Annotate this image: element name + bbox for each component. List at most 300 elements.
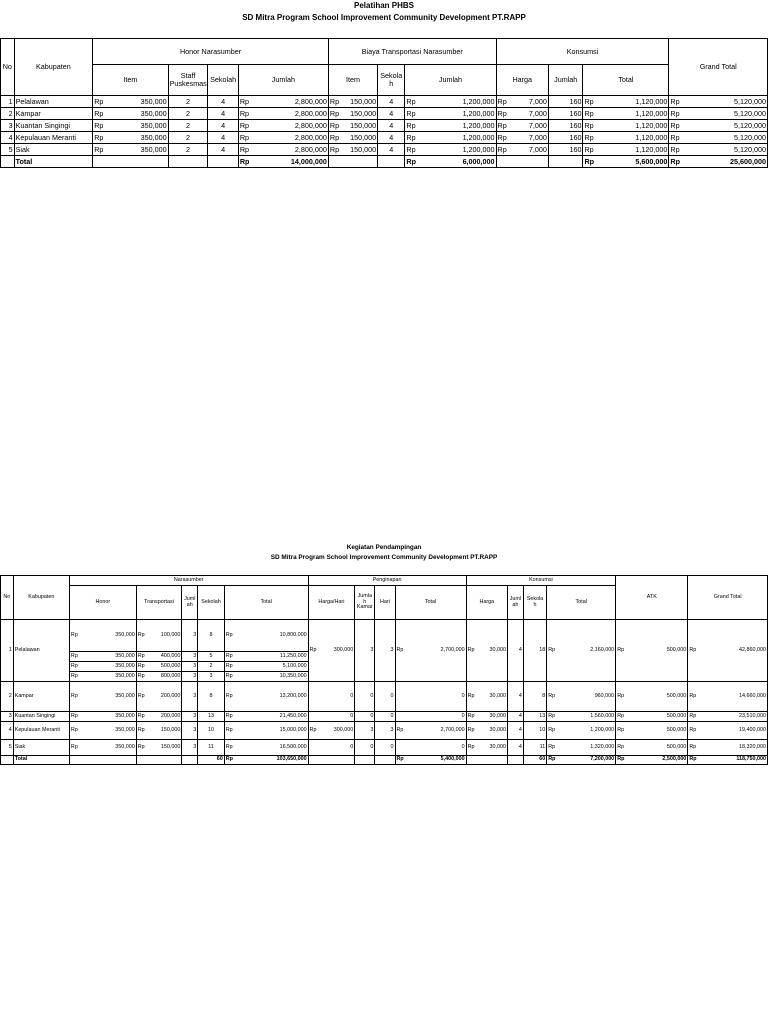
cell-value: 2,500,000 <box>662 756 687 763</box>
penginapan-hari: 0 <box>375 712 395 722</box>
currency-symbol: Rp <box>584 156 595 166</box>
narasumber-total <box>224 620 308 652</box>
row-no: 2 <box>1 108 15 120</box>
row-kabupaten: Kuantan Singingi <box>13 712 69 722</box>
currency-symbol: Rp <box>137 726 145 733</box>
currency-symbol: Rp <box>225 712 233 719</box>
staff-puskesmas: 2 <box>168 132 208 144</box>
col2-harga: Harga <box>466 586 507 620</box>
cell-value: 960,000 <box>594 692 615 699</box>
currency-symbol: Rp <box>406 132 416 142</box>
empty-cell <box>168 156 208 168</box>
cell-value: 30,000 <box>489 726 506 733</box>
row-no: 4 <box>1 132 15 144</box>
cell-value: 5,120,000 <box>734 132 766 142</box>
cell-value: 100,000 <box>160 631 181 638</box>
honor-jumlah <box>238 120 328 132</box>
sekolah: 8 <box>198 620 225 652</box>
transportasi <box>136 672 182 682</box>
transport-item <box>328 120 377 132</box>
transport-item <box>328 108 377 120</box>
currency-symbol: Rp <box>670 132 680 142</box>
currency-symbol: Rp <box>689 743 697 750</box>
jumlah: 3 <box>182 652 198 662</box>
cell-value: 14,660,000 <box>739 692 766 699</box>
grand-total <box>688 682 768 712</box>
currency-symbol: Rp <box>225 662 233 669</box>
konsumsi-harga <box>496 144 548 156</box>
col-transport-item: Item <box>328 65 377 96</box>
cell-value: 1,120,000 <box>635 108 668 118</box>
currency-symbol: Rp <box>239 108 250 118</box>
atk <box>616 620 688 682</box>
currency-symbol: Rp <box>70 672 78 679</box>
narasumber-total <box>224 712 308 722</box>
honor <box>69 672 136 682</box>
transportasi <box>136 722 182 740</box>
cell-value: 103,650,000 <box>276 756 307 763</box>
sheet1-title: Pelatihan PHBS <box>353 1 414 10</box>
currency-symbol: Rp <box>617 756 625 763</box>
penginapan-harga-hari <box>308 620 355 682</box>
empty-cell <box>69 756 136 765</box>
grand-total <box>669 132 768 144</box>
sekolah: 8 <box>198 682 225 712</box>
row-kabupaten: Kampar <box>14 108 93 120</box>
currency-symbol: Rp <box>70 712 78 719</box>
cell-value: 14,000,000 <box>290 156 327 166</box>
cell-value: 500,000 <box>666 743 687 750</box>
konsumsi-sekolah: 10 <box>523 722 546 740</box>
transport-sekolah: 4 <box>378 132 405 144</box>
sekolah: 11 <box>198 740 225 756</box>
row-no: 1 <box>1 620 14 682</box>
konsumsi-jumlah: 160 <box>548 96 583 108</box>
cell-value: 1,200,000 <box>590 726 615 733</box>
honor <box>69 682 136 712</box>
col2-grand-total: Grand Total <box>688 576 768 620</box>
cell-value: 118,750,000 <box>736 756 766 763</box>
transport-sekolah: 4 <box>378 120 405 132</box>
cell-value: 2,800,000 <box>294 144 327 154</box>
currency-symbol: Rp <box>467 726 475 733</box>
atk <box>616 712 688 722</box>
konsumsi-total <box>547 740 616 756</box>
transport-item <box>328 144 377 156</box>
cell-value: 300,000 <box>333 726 354 733</box>
cell-value: 7,000 <box>528 132 547 142</box>
col2-no: No <box>1 576 14 620</box>
cell-value: 150,000 <box>350 108 377 118</box>
total-label: Total <box>14 156 93 168</box>
honor <box>69 712 136 722</box>
konsumsi-total <box>547 722 616 740</box>
col2-hari: Hari <box>375 586 395 620</box>
col-staff-puskesmas: Staff Puskesmas <box>168 65 208 96</box>
konsumsi-harga <box>496 96 548 108</box>
grand-total <box>669 120 768 132</box>
currency-symbol: Rp <box>548 712 556 719</box>
narasumber-total <box>224 682 308 712</box>
currency-symbol: Rp <box>70 726 78 733</box>
currency-symbol: Rp <box>406 108 416 118</box>
grand-total <box>688 740 768 756</box>
currency-symbol: Rp <box>396 646 404 653</box>
penginapan-harga-hari <box>308 722 355 740</box>
currency-symbol: Rp <box>584 144 594 154</box>
currency-symbol: Rp <box>94 132 104 142</box>
atk <box>616 722 688 740</box>
group-konsumsi2: Konsumsi <box>466 576 616 586</box>
currency-symbol: Rp <box>396 726 404 733</box>
cell-value: 6,000,000 <box>462 156 495 166</box>
narasumber-total <box>224 652 308 662</box>
currency-symbol: Rp <box>225 692 233 699</box>
cell-value: 350,000 <box>140 144 167 154</box>
konsumsi-total <box>547 712 616 722</box>
currency-symbol: Rp <box>70 652 78 659</box>
empty-cell <box>355 756 375 765</box>
currency-symbol: Rp <box>497 120 507 130</box>
empty-cell <box>496 156 548 168</box>
cell-value: 30,000 <box>489 743 506 750</box>
honor-jumlah <box>238 132 328 144</box>
honor <box>69 662 136 672</box>
cell-value: 300,000 <box>333 646 354 653</box>
cell-value: 350,000 <box>115 743 135 750</box>
total-label: Total <box>13 756 69 765</box>
honor-item <box>93 96 168 108</box>
currency-symbol: Rp <box>689 712 697 719</box>
currency-symbol: Rp <box>670 156 680 166</box>
table-row <box>1 682 768 712</box>
currency-symbol: Rp <box>329 132 340 142</box>
cell-value: 7,000 <box>528 96 547 106</box>
currency-symbol: Rp <box>689 692 697 699</box>
konsumsi-jumlah: 160 <box>548 132 583 144</box>
penginapan-harga-hari: 0 <box>308 740 355 756</box>
row-no: 2 <box>1 682 14 712</box>
staff-puskesmas: 2 <box>168 96 208 108</box>
row-kabupaten: Pelalawan <box>14 96 93 108</box>
cell-value: 15,000,000 <box>279 726 307 733</box>
narasumber-total <box>224 722 308 740</box>
col2-konsumsi-sekolah: Sekola h <box>523 586 546 620</box>
penginapan-hari: 0 <box>375 682 395 712</box>
cell-value: 5,100,000 <box>282 662 307 669</box>
cell-value: 350,000 <box>140 108 167 118</box>
currency-symbol: Rp <box>670 144 680 154</box>
currency-symbol: Rp <box>497 144 507 154</box>
honor <box>69 620 136 652</box>
total-atk <box>616 756 688 765</box>
cell-value: 30,000 <box>489 692 506 699</box>
currency-symbol: Rp <box>225 631 233 638</box>
sekolah: 4 <box>208 96 238 108</box>
currency-symbol: Rp <box>617 726 625 733</box>
konsumsi-jumlah: 160 <box>548 108 583 120</box>
cell-value: 7,200,000 <box>590 756 615 763</box>
honor-jumlah <box>238 144 328 156</box>
cell-value: 500,000 <box>666 646 687 653</box>
col2-atk: ATK <box>616 576 688 620</box>
col2-konsumsi-total: Total <box>547 586 616 620</box>
currency-symbol: Rp <box>406 96 416 106</box>
transport-sekolah: 4 <box>378 144 405 156</box>
honor-item <box>93 132 168 144</box>
konsumsi-harga <box>496 108 548 120</box>
staff-puskesmas: 2 <box>168 144 208 156</box>
currency-symbol: Rp <box>467 743 475 750</box>
cell-value: 2,800,000 <box>294 108 327 118</box>
currency-symbol: Rp <box>137 712 145 719</box>
currency-symbol: Rp <box>94 108 104 118</box>
currency-symbol: Rp <box>137 692 145 699</box>
sekolah: 10 <box>198 722 225 740</box>
konsumsi-harga <box>466 620 507 682</box>
col-konsumsi-jumlah: Jumlah <box>548 65 583 96</box>
col2-kabupaten: Kabupaten <box>13 576 69 620</box>
group-narasumber: Narasumber <box>69 576 308 586</box>
col2-harga-hari: Harga/Hari <box>308 586 355 620</box>
col2-total: Total <box>224 586 308 620</box>
empty-cell <box>466 756 507 765</box>
col2-honor: Honor <box>69 586 136 620</box>
empty-cell <box>1 756 14 765</box>
currency-symbol: Rp <box>239 132 250 142</box>
total-sekolah: 60 <box>198 756 225 765</box>
cell-value: 1,320,000 <box>590 743 615 750</box>
cell-value: 7,000 <box>528 120 547 130</box>
col-transport-sekolah: Sekola h <box>378 65 405 96</box>
cell-value: 2,700,000 <box>440 726 465 733</box>
honor <box>69 722 136 740</box>
cell-value: 1,120,000 <box>635 132 668 142</box>
col2-konsumsi-jumlah: Juml ah <box>507 586 523 620</box>
empty-cell <box>182 756 198 765</box>
row-kabupaten: Siak <box>14 144 93 156</box>
row-kabupaten: Pelalawan <box>13 620 69 682</box>
currency-symbol: Rp <box>94 96 104 106</box>
row-kabupaten: Kuantan Singingi <box>14 120 93 132</box>
sekolah: 4 <box>208 108 238 120</box>
col-item: Item <box>93 65 168 96</box>
honor <box>69 652 136 662</box>
konsumsi-sekolah: 13 <box>523 712 546 722</box>
jumlah: 3 <box>182 740 198 756</box>
group-honor-narasumber: Honor Narasumber <box>93 39 329 65</box>
empty-cell <box>1 156 15 168</box>
cell-value: 10,350,000 <box>279 672 307 679</box>
total-row <box>1 756 768 765</box>
currency-symbol: Rp <box>406 120 416 130</box>
sekolah: 13 <box>198 712 225 722</box>
penginapan-jumlah-kamar: 3 <box>355 722 375 740</box>
sheet2-title: Kegiatan Pendampingan <box>346 544 422 551</box>
cell-value: 1,200,000 <box>462 96 495 106</box>
currency-symbol: Rp <box>406 144 416 154</box>
currency-symbol: Rp <box>329 96 340 106</box>
col2-jumlah-kamar: Jumla h Kamar <box>355 586 375 620</box>
transportasi <box>136 662 182 672</box>
penginapan-total: 0 <box>395 712 466 722</box>
honor-item <box>93 144 168 156</box>
transport-jumlah <box>405 108 496 120</box>
staff-puskesmas: 2 <box>168 120 208 132</box>
cell-value: 18,320,000 <box>739 743 766 750</box>
penginapan-jumlah-kamar: 0 <box>355 712 375 722</box>
cell-value: 16,500,000 <box>279 743 307 750</box>
currency-symbol: Rp <box>329 120 340 130</box>
currency-symbol: Rp <box>548 743 556 750</box>
currency-symbol: Rp <box>239 120 250 130</box>
penginapan-total <box>395 722 466 740</box>
cell-value: 30,000 <box>489 712 506 719</box>
currency-symbol: Rp <box>406 156 416 166</box>
empty-cell <box>136 756 182 765</box>
currency-symbol: Rp <box>329 144 340 154</box>
total-row <box>1 156 768 168</box>
row-no: 3 <box>1 120 15 132</box>
cell-value: 800,000 <box>160 672 181 679</box>
jumlah: 3 <box>182 722 198 740</box>
transportasi <box>136 682 182 712</box>
cell-value: 5,600,000 <box>635 156 668 166</box>
cell-value: 10,800,000 <box>279 631 307 638</box>
konsumsi-total <box>583 144 669 156</box>
cell-value: 1,120,000 <box>635 96 668 106</box>
cell-value: 1,200,000 <box>462 132 495 142</box>
currency-symbol: Rp <box>70 631 78 638</box>
transportasi <box>136 740 182 756</box>
transport-jumlah <box>405 120 496 132</box>
cell-value: 25,600,000 <box>730 156 766 166</box>
col-konsumsi-total: Total <box>583 65 669 96</box>
transport-jumlah <box>405 96 496 108</box>
empty-cell <box>375 756 395 765</box>
sekolah: 4 <box>208 132 238 144</box>
konsumsi-total <box>547 620 616 682</box>
cell-value: 1,200,000 <box>462 108 495 118</box>
col-transport-jumlah: Jumlah <box>405 65 496 96</box>
currency-symbol: Rp <box>70 692 78 699</box>
currency-symbol: Rp <box>137 672 145 679</box>
cell-value: 150,000 <box>350 120 377 130</box>
grand-total <box>688 712 768 722</box>
total-konsumsi <box>547 756 616 765</box>
cell-value: 5,120,000 <box>734 96 766 106</box>
konsumsi-jumlah: 4 <box>507 740 523 756</box>
cell-value: 11,250,000 <box>279 652 307 659</box>
cell-value: 1,120,000 <box>635 120 668 130</box>
currency-symbol: Rp <box>309 646 317 653</box>
konsumsi-total <box>583 120 669 132</box>
cell-value: 350,000 <box>115 631 135 638</box>
total-narasumber <box>224 756 308 765</box>
currency-symbol: Rp <box>225 756 233 763</box>
atk <box>616 682 688 712</box>
currency-symbol: Rp <box>239 156 250 166</box>
narasumber-total <box>224 740 308 756</box>
empty-cell <box>208 156 238 168</box>
currency-symbol: Rp <box>137 631 145 638</box>
currency-symbol: Rp <box>225 652 233 659</box>
sheet1-subtitle: SD Mitra Program School Improvement Community Development PT.RAPP <box>242 13 526 22</box>
cell-value: 2,700,000 <box>440 646 465 653</box>
cell-value: 5,120,000 <box>734 144 766 154</box>
konsumsi-total <box>583 108 669 120</box>
cell-value: 500,000 <box>666 726 687 733</box>
table-row <box>1 120 768 132</box>
cell-value: 7,000 <box>528 108 547 118</box>
empty-cell <box>93 156 168 168</box>
cell-value: 350,000 <box>115 652 135 659</box>
cell-value: 5,400,000 <box>440 756 465 763</box>
row-kabupaten: Siak <box>13 740 69 756</box>
cell-value: 30,000 <box>489 646 506 653</box>
currency-symbol: Rp <box>617 646 625 653</box>
currency-symbol: Rp <box>70 743 78 750</box>
table-row <box>1 108 768 120</box>
cell-value: 23,510,000 <box>739 712 766 719</box>
row-no: 5 <box>1 740 14 756</box>
transportasi <box>136 652 182 662</box>
grand-total <box>669 96 768 108</box>
col2-sekolah: Sekolah <box>198 586 225 620</box>
honor-jumlah <box>238 108 328 120</box>
sekolah: 2 <box>198 662 225 672</box>
sekolah: 3 <box>198 672 225 682</box>
konsumsi-jumlah: 160 <box>548 144 583 156</box>
currency-symbol: Rp <box>396 756 404 763</box>
currency-symbol: Rp <box>329 108 340 118</box>
total-konsumsi-sekolah: 60 <box>523 756 546 765</box>
cell-value: 7,000 <box>528 144 547 154</box>
konsumsi-jumlah: 4 <box>507 722 523 740</box>
konsumsi-total <box>547 682 616 712</box>
currency-symbol: Rp <box>467 646 475 653</box>
penginapan-total: 0 <box>395 682 466 712</box>
currency-symbol: Rp <box>239 96 250 106</box>
sekolah: 5 <box>198 652 225 662</box>
col2-penginapan-total: Total <box>395 586 466 620</box>
penginapan-harga-hari: 0 <box>308 682 355 712</box>
empty-cell <box>507 756 523 765</box>
total-grand <box>669 156 768 168</box>
cell-value: 350,000 <box>115 662 135 669</box>
table-row <box>1 740 768 756</box>
penginapan-total <box>395 620 466 682</box>
row-kabupaten: Kepulauan Meranti <box>13 722 69 740</box>
cell-value: 350,000 <box>115 712 135 719</box>
col-kabupaten: Kabupaten <box>14 39 93 96</box>
cell-value: 1,560,000 <box>590 712 615 719</box>
transportasi <box>136 620 182 652</box>
transportasi <box>136 712 182 722</box>
cell-value: 42,860,000 <box>739 646 766 653</box>
honor <box>69 740 136 756</box>
konsumsi-harga <box>466 682 507 712</box>
col2-jumlah: Juml ah <box>182 586 198 620</box>
narasumber-total <box>224 672 308 682</box>
currency-symbol: Rp <box>467 712 475 719</box>
currency-symbol: Rp <box>584 96 594 106</box>
row-no: 4 <box>1 722 14 740</box>
penginapan-harga-hari: 0 <box>308 712 355 722</box>
honor-item <box>93 120 168 132</box>
row-kabupaten: Kampar <box>13 682 69 712</box>
cell-value: 150,000 <box>350 132 377 142</box>
